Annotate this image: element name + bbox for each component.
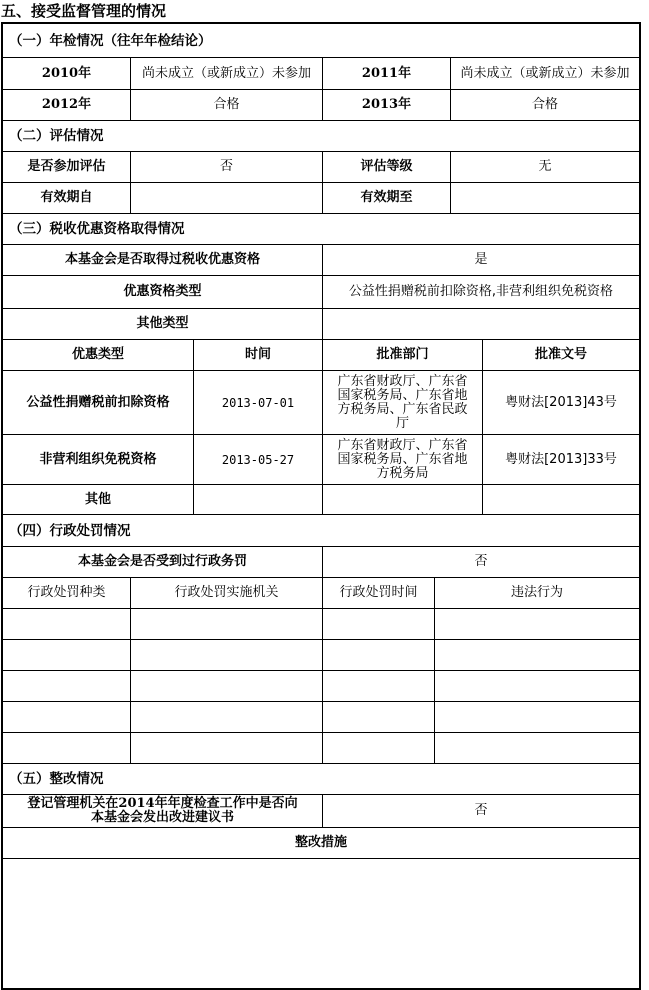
section-heading: （四）行政处罚情况 (9, 522, 131, 539)
measures-value (3, 859, 639, 988)
table-row (3, 732, 639, 763)
penalty-kind (3, 609, 130, 639)
column-header: 批准部门 (322, 340, 482, 370)
inspection-result: 尚未成立（或新成立）未参加 (450, 58, 639, 89)
penalty-table-header (3, 577, 639, 608)
section-penalty-heading (3, 514, 639, 546)
valid-to-value (450, 183, 639, 213)
penalty-authority (130, 702, 322, 732)
year-label: 2012年 (41, 97, 92, 112)
table-row (3, 308, 639, 339)
section-heading: （一）年检情况（往年年检结论） (9, 32, 212, 49)
section-rectification-heading (3, 763, 639, 794)
table-row (3, 244, 639, 275)
table-row (3, 182, 639, 213)
penalty-time (322, 702, 434, 732)
penalty-time (322, 733, 434, 763)
year-label: 2013年 (322, 90, 450, 120)
section-tax-heading (3, 213, 639, 244)
table-row (3, 370, 639, 434)
tax-dept: 广东省财政厅、广东省国家税务局、广东省地方税务局、广东省民政厅 (322, 371, 482, 434)
grade-label: 评估等级 (322, 152, 450, 182)
tax-doc (482, 485, 639, 514)
penalty-authority (130, 671, 322, 701)
tax-dept: 广东省财政厅、广东省国家税务局、广东省地方税务局 (322, 435, 482, 484)
penalty-time (322, 609, 434, 639)
table-row (3, 151, 639, 182)
tax-dept (322, 485, 482, 514)
table-row (3, 57, 639, 89)
measures-label: 整改措施 (294, 835, 347, 850)
table-row (3, 434, 639, 484)
penalty-kind (3, 640, 130, 670)
tax-doc: 粤财法[2013]43号 (482, 371, 639, 434)
valid-to-label: 有效期至 (322, 183, 450, 213)
table-row (3, 827, 639, 858)
tax-type: 非营利组织免税资格 (39, 451, 157, 467)
column-header: 时间 (193, 340, 322, 370)
penalty-time (322, 671, 434, 701)
section-evaluation-heading (3, 120, 639, 151)
column-header: 优惠类型 (71, 347, 124, 362)
penalty-act (434, 671, 639, 701)
table-row (3, 701, 639, 732)
penalty-time (322, 640, 434, 670)
penalty-authority (130, 733, 322, 763)
inspection-result: 尚未成立（或新成立）未参加 (130, 58, 322, 89)
penalty-act (434, 733, 639, 763)
penalty-received-label: 本基金会是否受到过行政务罚 (77, 554, 247, 569)
year-label: 2010年 (41, 65, 92, 81)
penalty-act (434, 609, 639, 639)
grade-value: 无 (450, 152, 639, 182)
table-row (3, 639, 639, 670)
tax-obtained-value: 是 (322, 245, 639, 275)
penalty-authority (130, 609, 322, 639)
table-row (3, 89, 639, 120)
supervision-table (1, 22, 641, 990)
column-header: 违法行为 (434, 578, 639, 608)
section-annual-inspection-heading (3, 24, 639, 57)
tax-table-header (3, 339, 639, 370)
penalty-kind (3, 733, 130, 763)
other-type-value (322, 309, 639, 339)
penalty-act (434, 702, 639, 732)
table-row (3, 546, 639, 577)
participated-label: 是否参加评估 (27, 159, 106, 174)
penalty-received-value: 否 (322, 547, 639, 577)
column-header: 行政处罚种类 (27, 585, 106, 600)
measures-content-row (3, 858, 639, 988)
rectification-question: 登记管理机关在2014年年度检查工作中是否向本基金会发出改进建议书 (27, 796, 298, 825)
column-header: 行政处罚实施机关 (130, 578, 322, 608)
tax-date (193, 485, 322, 514)
valid-from-value (130, 183, 322, 213)
tax-type-label: 优惠资格类型 (123, 284, 202, 299)
tax-type-value: 公益性捐赠税前扣除资格,非营利组织免税资格 (322, 276, 639, 308)
tax-date: 2013-07-01 (193, 371, 322, 434)
table-row (3, 275, 639, 308)
penalty-kind (3, 702, 130, 732)
participated-value: 否 (130, 152, 322, 182)
penalty-kind (3, 671, 130, 701)
section-heading: （二）评估情况 (9, 128, 104, 144)
page-title: 五、接受监督管理的情况 (1, 2, 167, 20)
tax-date: 2013-05-27 (193, 435, 322, 484)
other-type-label: 其他类型 (136, 316, 189, 331)
penalty-authority (130, 640, 322, 670)
inspection-result: 合格 (130, 90, 322, 120)
table-row (3, 484, 639, 514)
column-header: 批准文号 (482, 340, 639, 370)
valid-from-label: 有效期自 (40, 190, 93, 205)
table-row (3, 608, 639, 639)
inspection-result: 合格 (450, 90, 639, 120)
penalty-act (434, 640, 639, 670)
year-label: 2011年 (322, 58, 450, 89)
tax-obtained-label: 本基金会是否取得过税收优惠资格 (64, 252, 260, 267)
tax-doc: 粤财法[2013]33号 (482, 435, 639, 484)
tax-type: 其他 (84, 491, 111, 507)
section-heading: （三）税收优惠资格取得情况 (9, 221, 185, 237)
section-heading: （五）整改情况 (9, 771, 104, 787)
column-header: 行政处罚时间 (322, 578, 434, 608)
tax-type: 公益性捐赠税前扣除资格 (26, 394, 170, 410)
rectification-answer: 否 (322, 795, 639, 827)
table-row (3, 794, 639, 827)
table-row (3, 670, 639, 701)
